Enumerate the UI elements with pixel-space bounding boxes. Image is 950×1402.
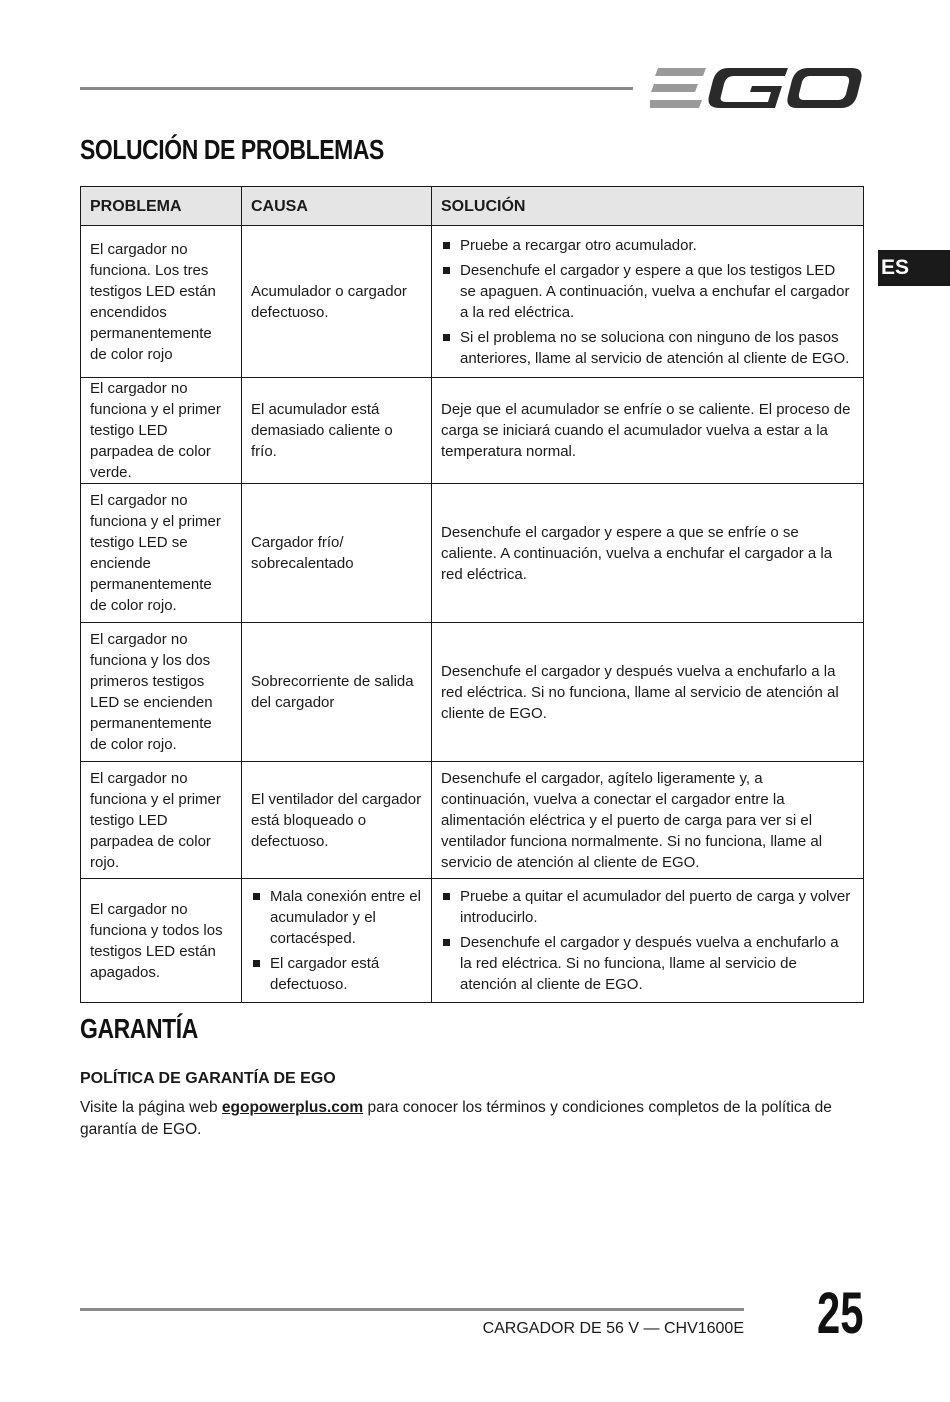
page-number: 25: [817, 1281, 864, 1346]
troubleshooting-table: [80, 186, 864, 1003]
problem-cell: El cargador no funciona y los dos primeros testigos LED se encienden permanentemente de color rojo.: [81, 623, 242, 762]
problem-cell: El cargador no funciona. Los tres testigos LED están encendidos permanentemente de color rojo: [81, 226, 242, 378]
cause-cell: El ventilador del cargador está bloqueado o defectuoso.: [242, 762, 432, 879]
warranty-text-before: Visite la página web: [80, 1099, 222, 1116]
solution-cell: Deje que el acumulador se enfríe o se caliente. El proceso de carga se iniciará cuando el acumulador vuelva a estar a la temperatura normal.: [432, 378, 864, 484]
cause-cell: [242, 879, 432, 1003]
warranty-title: GARANTÍA: [80, 1013, 198, 1044]
solution-cell: Desenchufe el cargador y espere a que se enfríe o se caliente. A continuación, vuelva a enchufar el cargador a la red eléctrica.: [432, 484, 864, 623]
table-row: [81, 623, 864, 762]
solution-item: Desenchufe el cargador y después vuelva a enchufarlo a la red eléctrica. Si no funciona, llame al servicio de atención al cliente de EGO.: [441, 932, 854, 995]
cause-item: El cargador está defectuoso.: [251, 953, 422, 995]
table-row: [81, 484, 864, 623]
troubleshooting-title: SOLUCIÓN DE PROBLEMAS: [80, 134, 384, 165]
warranty-paragraph: [80, 1097, 870, 1141]
cause-item: Mala conexión entre el acumulador y el cortacésped.: [251, 886, 422, 949]
language-tab: ES: [878, 250, 950, 286]
cause-cell: El acumulador está demasiado caliente o frío.: [242, 378, 432, 484]
header-problem: PROBLEMA: [81, 187, 242, 226]
solution-item: Pruebe a quitar el acumulador del puerto de carga y volver introducirlo.: [441, 886, 854, 928]
header-cause: CAUSA: [242, 187, 432, 226]
table-row: [81, 762, 864, 879]
solution-list: [441, 235, 854, 369]
solution-item: Desenchufe el cargador y espere a que los testigos LED se apaguen. A continuación, vuelva a enchufar el cargador a la red eléctrica.: [441, 260, 854, 323]
solution-cell: [432, 879, 864, 1003]
table-row: [81, 226, 864, 378]
table-header-row: [81, 187, 864, 226]
cause-list: [251, 886, 422, 995]
ego-logo: [650, 62, 865, 114]
problem-cell: El cargador no funciona y el primer testigo LED parpadea de color rojo.: [81, 762, 242, 879]
solution-cell: Desenchufe el cargador, agítelo ligeramente y, a continuación, vuelva a conectar el cargador entre la alimentación eléctrica y el puerto de carga para ver si el ventilador funciona normalmente. Si no funciona, llame al servicio de atención al cliente de EGO.: [432, 762, 864, 879]
solution-cell: [432, 226, 864, 378]
cause-cell: Acumulador o cargador defectuoso.: [242, 226, 432, 378]
solution-cell: Desenchufe el cargador y después vuelva a enchufarlo a la red eléctrica. Si no funciona, llame al servicio de atención al cliente de EGO.: [432, 623, 864, 762]
table-row: [81, 879, 864, 1003]
footer-rule: [80, 1308, 744, 1311]
cause-cell: Cargador frío/ sobrecalentado: [242, 484, 432, 623]
solution-item: Pruebe a recargar otro acumulador.: [441, 235, 854, 256]
solution-list: [441, 886, 854, 995]
warranty-text-after: para conocer los términos y condiciones completos de la política de garantía de EGO.: [80, 1099, 832, 1138]
problem-cell: El cargador no funciona y el primer testigo LED parpadea de color verde.: [81, 378, 242, 484]
header-rule: [80, 87, 633, 90]
warranty-link[interactable]: egopowerplus.com: [221, 1099, 364, 1116]
problem-cell: El cargador no funciona y el primer testigo LED se enciende permanentemente de color rojo.: [81, 484, 242, 623]
cause-cell: Sobrecorriente de salida del cargador: [242, 623, 432, 762]
problem-cell: El cargador no funciona y todos los testigos LED están apagados.: [81, 879, 242, 1003]
warranty-subtitle: POLÍTICA DE GARANTÍA DE EGO: [80, 1070, 336, 1087]
footer-product: CARGADOR DE 56 V — CHV1600E: [482, 1320, 744, 1337]
header-solution: SOLUCIÓN: [432, 187, 864, 226]
solution-item: Si el problema no se soluciona con ninguno de los pasos anteriores, llame al servicio de atención al cliente de EGO.: [441, 327, 854, 369]
table-row: [81, 378, 864, 484]
